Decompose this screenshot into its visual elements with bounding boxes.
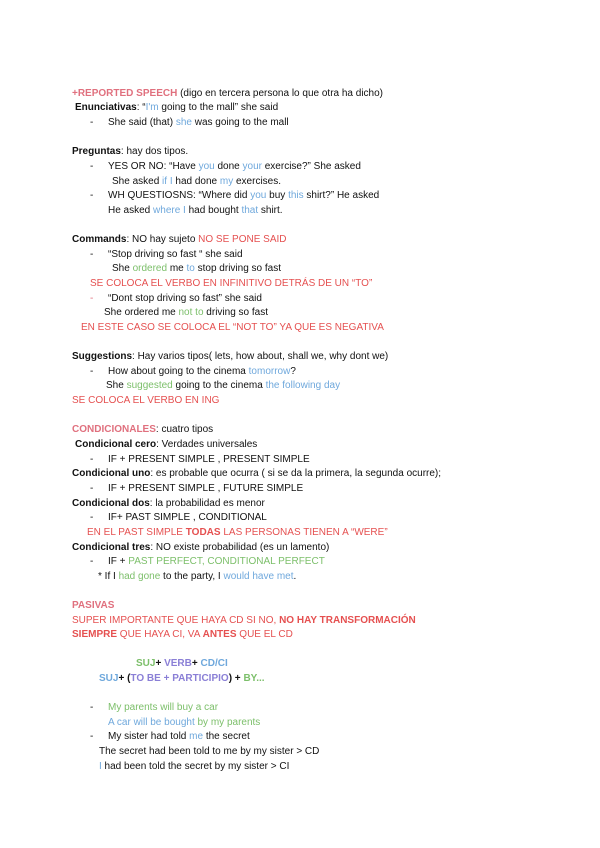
suggestion-example: How about going to the cinema tomorrow? (108, 366, 296, 377)
condicional-uno-line: Condicional uno: es probable que ocurra ( si se da la primera, la segunda ocurre); (72, 468, 442, 479)
yes-no-question: YES OR NO: “Have you done your exercise?” She asked (108, 161, 361, 172)
negative-command-example: “Dont stop driving so fast” she said (108, 293, 262, 304)
bullet-dash: - (90, 117, 94, 128)
ci-active-example: My sister had told me the secret (108, 731, 250, 742)
active-formula: SUJ+ VERB+ CD/CI (136, 658, 228, 669)
suggestion-reported: She suggested going to the cinema the following day (106, 380, 341, 391)
wh-question: WH QUESTIOSNS: “Where did you buy this shirt?” He asked (108, 190, 380, 201)
wh-reported: He asked where I had bought that shirt. (108, 205, 283, 216)
command-rule: SE COLOCA EL VERBO EN INFINITIVO DETRÁS DE UN “TO” (90, 278, 373, 289)
bullet-dash: - (90, 161, 94, 172)
pasivas-rule-2: SIEMPRE QUE HAYA CI, VA ANTES QUE EL CD (72, 629, 293, 640)
passive-example: A car will be bought by my parents (108, 717, 261, 728)
negative-command-reported: She ordered me not to driving so fast (104, 307, 269, 318)
reported-speech-heading: +REPORTED SPEECH (digo en tercera persona lo que otra ha dicho) (72, 88, 383, 99)
enunciativas-example: She said (that) she was going to the mall (108, 117, 289, 128)
bullet-dash: - (90, 249, 94, 260)
suggestion-rule: SE COLOCA EL VERBO EN ING (72, 395, 220, 406)
condicionales-heading: CONDICIONALES: cuatro tipos (72, 424, 214, 435)
condicional-tres-formula: IF + PAST PERFECT, CONDITIONAL PERFECT (108, 556, 325, 567)
suggestions-line: Suggestions: Hay varios tipos( lets, how about, shall we, why dont we) (72, 351, 389, 362)
bullet-dash: - (90, 483, 94, 494)
condicional-cero-formula: IF + PRESENT SIMPLE , PRESENT SIMPLE (108, 454, 310, 465)
condicional-dos-formula: IF+ PAST SIMPLE , CONDITIONAL (108, 512, 267, 523)
condicional-dos-rule: EN EL PAST SIMPLE TODAS LAS PERSONAS TIENEN A “WERE” (87, 527, 388, 538)
condicional-tres-example: * If I had gone to the party, I would have met. (98, 571, 297, 582)
bullet-dash: - (90, 702, 94, 713)
ci-passive-example: I had been told the secret by my sister > CI (99, 761, 290, 772)
cd-passive-example: The secret had been told to me by my sister > CD (99, 746, 320, 757)
passive-active-example: My parents will buy a car (108, 702, 219, 713)
negative-command-rule: EN ESTE CASO SE COLOCA EL “NOT TO” YA QUE ES NEGATIVA (81, 322, 384, 333)
yes-no-reported: She asked if I had done my exercises. (112, 176, 282, 187)
enunciativas-line: Enunciativas: “I'm going to the mall” she said (75, 102, 279, 113)
command-reported: She ordered me to stop driving so fast (112, 263, 281, 274)
bullet-dash: - (90, 731, 94, 742)
bullet-dash: - (90, 556, 94, 567)
passive-formula: SUJ+ (TO BE + PARTICIPIO) + BY... (99, 673, 265, 684)
bullet-dash: - (90, 512, 94, 523)
bullet-dash: - (90, 454, 94, 465)
condicional-cero-line: Condicional cero: Verdades universales (75, 439, 258, 450)
pasivas-rule-1: SUPER IMPORTANTE QUE HAYA CD SI NO, NO HAY TRANSFORMACIÓN (72, 615, 416, 626)
condicional-tres-line: Condicional tres: NO existe probabilidad (es un lamento) (72, 542, 330, 553)
condicional-dos-line: Condicional dos: la probabilidad es menor (72, 498, 265, 509)
bullet-dash: - (90, 190, 94, 201)
bullet-dash: - (90, 366, 94, 377)
commands-line: Commands: NO hay sujeto NO SE PONE SAID (72, 234, 287, 245)
pasivas-heading: PASIVAS (72, 600, 115, 611)
preguntas-line: Preguntas: hay dos tipos. (72, 146, 189, 157)
command-example: “Stop driving so fast “ she said (108, 249, 243, 260)
condicional-uno-formula: IF + PRESENT SIMPLE , FUTURE SIMPLE (108, 483, 304, 494)
bullet-dash: - (90, 293, 94, 304)
